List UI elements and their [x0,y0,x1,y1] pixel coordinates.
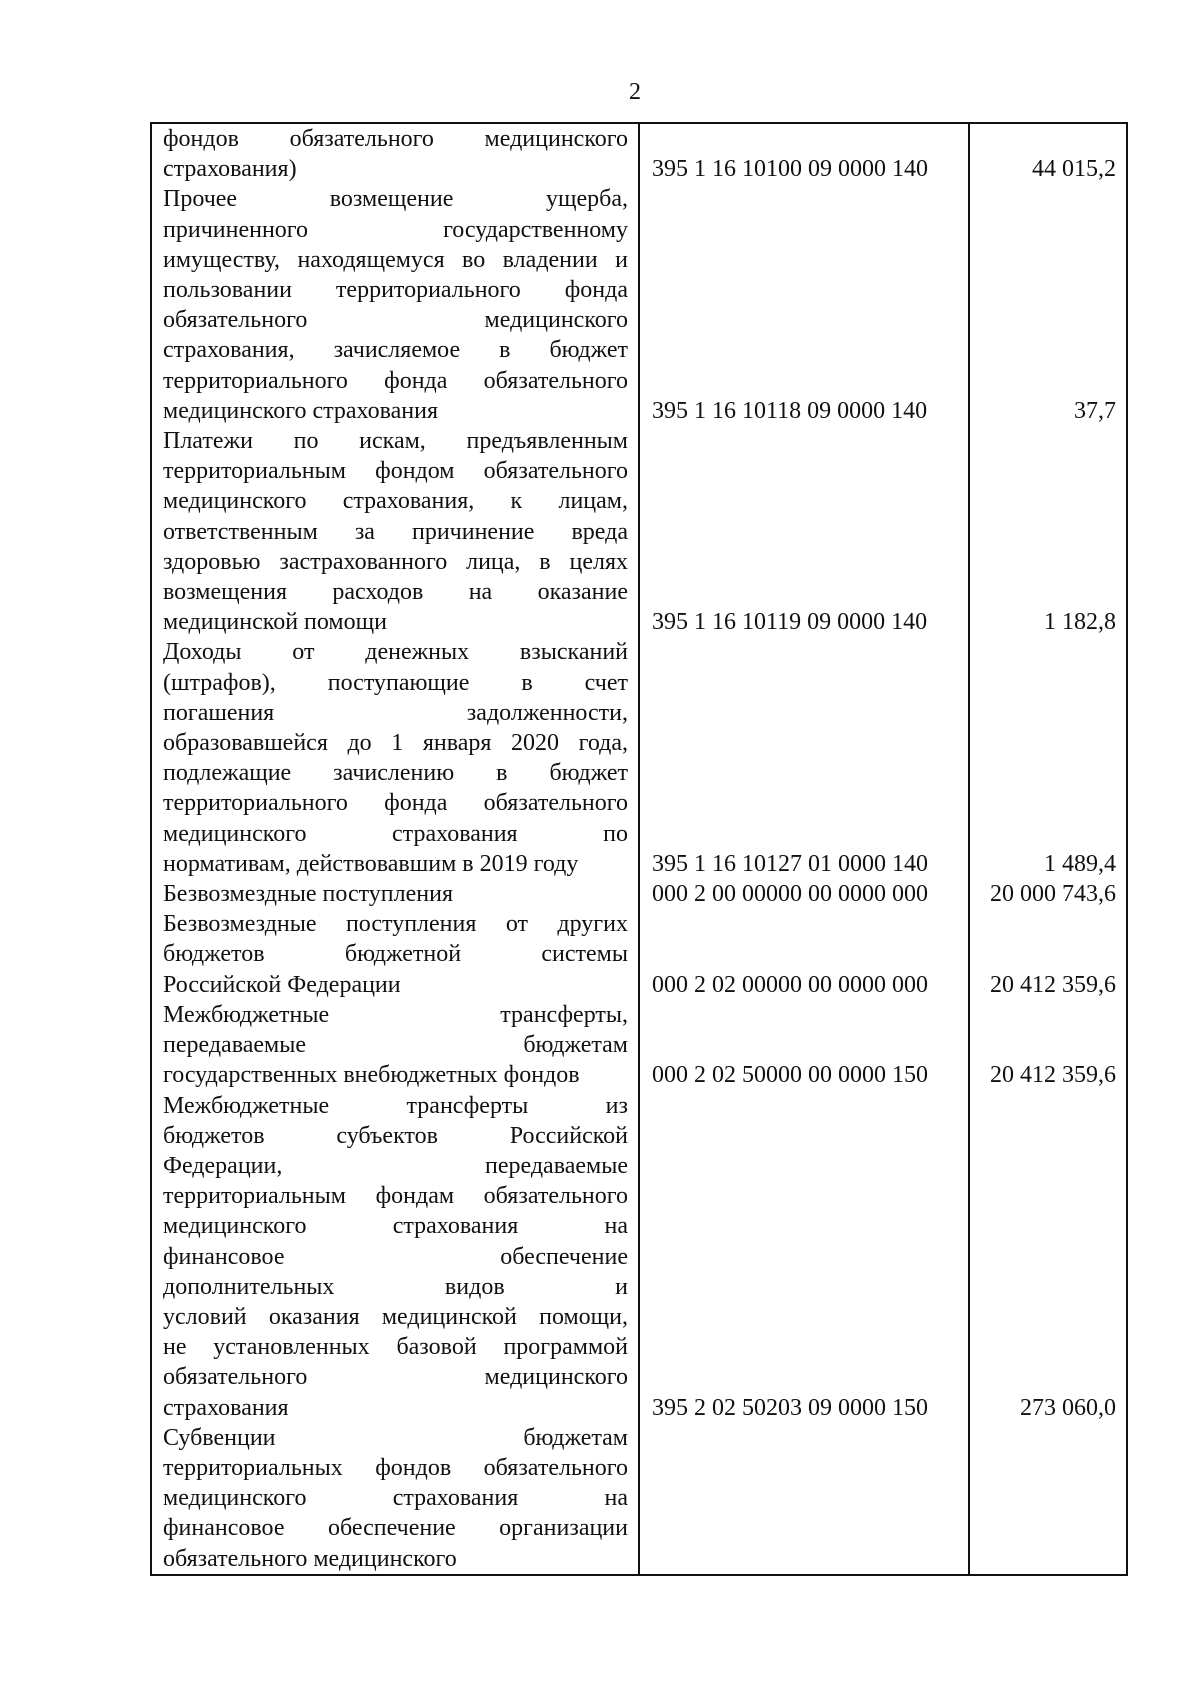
row-description [151,184,639,426]
description-line: территориальным фондам обязательного [163,1183,628,1210]
description-line: медицинского страхования на [163,1485,628,1512]
row-description [151,1423,639,1575]
description-line: обязательного медицинского [163,1364,628,1391]
budget-classification-code [639,1423,969,1575]
description-line: нормативам, действовавшим в 2019 году [163,850,579,877]
description-line: передаваемые бюджетам [163,1032,628,1059]
budget-revenue-table [150,122,1128,1576]
description-line: медицинской помощи [163,609,387,636]
description-line: территориального фонда обязательного [163,790,628,817]
description-line: Федерации, передаваемые [163,1152,628,1179]
description-line: Безвозмездные поступления от других [163,911,628,938]
row-description [151,1091,639,1423]
amount-value [969,1423,1127,1575]
description-line: финансовое обеспечение организации [163,1515,628,1542]
budget-classification-code: 395 2 02 50203 09 0000 150 [639,1091,969,1423]
table-row [151,123,1127,184]
description-line: (штрафов), поступающие в счет [163,669,628,696]
table-row [151,909,1127,1000]
description-line: территориальных фондов обязательного [163,1454,628,1481]
row-description [151,879,639,909]
description-line: бюджетов субъектов Российской [163,1122,628,1149]
budget-classification-code: 000 2 02 50000 00 0000 150 [639,1000,969,1091]
description-line: территориального фонда обязательного [163,367,628,394]
row-description [151,426,639,637]
description-line: имуществу, находящемуся во владении и [163,246,628,273]
description-line: Российской Федерации [163,971,401,998]
amount-value: 44 015,2 [969,123,1127,184]
amount-value: 20 412 359,6 [969,909,1127,1000]
description-line: пользовании территориального фонда [163,277,628,304]
description-line: здоровью застрахованного лица, в целях [163,548,628,575]
description-line: подлежащие зачислению в бюджет [163,760,628,787]
table-row [151,426,1127,637]
row-description [151,637,639,879]
description-line: Доходы от денежных взысканий [163,639,628,666]
table-row [151,879,1127,909]
description-line: возмещения расходов на оказание [163,579,628,606]
budget-classification-code: 395 1 16 10119 09 0000 140 [639,426,969,637]
table-row [151,1091,1127,1423]
description-line: Безвозмездные поступления [163,881,453,908]
description-line: фондов обязательного медицинского [163,126,628,152]
description-line: образовавшейся до 1 января 2020 года, [163,730,628,757]
table-row [151,1423,1127,1575]
description-line: дополнительных видов и [163,1273,628,1300]
description-line: страхования) [163,156,297,183]
description-line: медицинского страхования на [163,1213,628,1240]
budget-classification-code: 395 1 16 10127 01 0000 140 [639,637,969,879]
description-line: причиненного государственному [163,216,628,243]
description-line: бюджетов бюджетной системы [163,941,628,968]
table-row [151,637,1127,879]
page-number: 2 [629,79,641,105]
description-line: медицинского страхования, к лицам, [163,488,628,515]
description-line: медицинского страхования по [163,820,628,847]
description-line: финансовое обеспечение [163,1243,628,1270]
amount-value: 273 060,0 [969,1091,1127,1423]
budget-classification-code: 000 2 00 00000 00 0000 000 [639,879,969,909]
row-description [151,123,639,184]
description-line: страхования [163,1394,289,1421]
amount-value: 1 182,8 [969,426,1127,637]
description-line: Платежи по искам, предъявленным [163,428,628,455]
description-line: не установленных базовой программой [163,1334,628,1361]
budget-classification-code: 395 1 16 10100 09 0000 140 [639,123,969,184]
row-description [151,1000,639,1091]
row-description [151,909,639,1000]
description-line: государственных внебюджетных фондов [163,1062,580,1089]
amount-value: 1 489,4 [969,637,1127,879]
description-line: территориальным фондом обязательного [163,458,628,485]
description-line: погашения задолженности, [163,699,628,726]
description-line: условий оказания медицинской помощи, [163,1303,628,1330]
description-line: Межбюджетные трансферты из [163,1092,628,1119]
description-line: Субвенции бюджетам [163,1424,628,1451]
description-line: страхования, зачисляемое в бюджет [163,337,628,364]
description-line: Прочее возмещение ущерба, [163,186,628,213]
table-row [151,184,1127,426]
budget-classification-code: 000 2 02 00000 00 0000 000 [639,909,969,1000]
amount-value: 20 000 743,6 [969,879,1127,909]
description-line: обязательного медицинского [163,1545,457,1572]
budget-classification-code: 395 1 16 10118 09 0000 140 [639,184,969,426]
amount-value: 37,7 [969,184,1127,426]
description-line: медицинского страхования [163,397,439,424]
description-line: обязательного медицинского [163,307,628,334]
description-line: Межбюджетные трансферты, [163,1001,628,1028]
table-body [151,123,1127,1575]
description-line: ответственным за причинение вреда [163,518,628,545]
amount-value: 20 412 359,6 [969,1000,1127,1091]
table-row [151,1000,1127,1091]
